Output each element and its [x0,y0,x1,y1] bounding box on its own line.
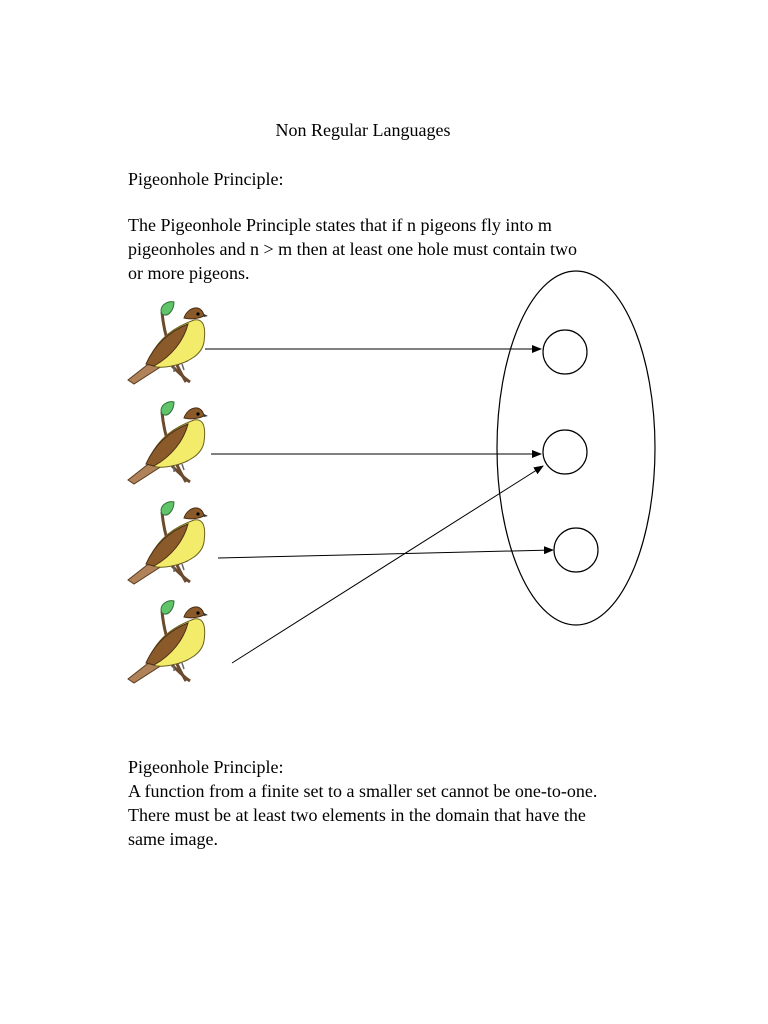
section-heading-1: Pigeonhole Principle: [128,169,284,189]
pigeon-icon-4 [128,601,208,683]
mapping-arrow-3 [218,550,553,558]
pigeonhole-3 [554,528,598,572]
page-title: Non Regular Languages [275,120,451,140]
pigeon-icon-3 [128,502,208,584]
pigeonhole-1 [543,330,587,374]
section-text-1: The Pigeonhole Principle states that if n pigeons fly into m pigeonholes and n > m then at least one hole must contain two or more pigeons. [128,215,578,283]
section-heading-2: Pigeonhole Principle: [128,757,284,777]
pigeon-icon-1 [128,302,208,384]
pigeonhole-2 [543,430,587,474]
section-text-2: A function from a finite set to a smaller set cannot be one-to-one. There must be at least two elements in the domain that have the same image. [128,781,598,849]
pigeon-icon-2 [128,402,208,484]
mapping-arrow-4 [232,466,543,663]
